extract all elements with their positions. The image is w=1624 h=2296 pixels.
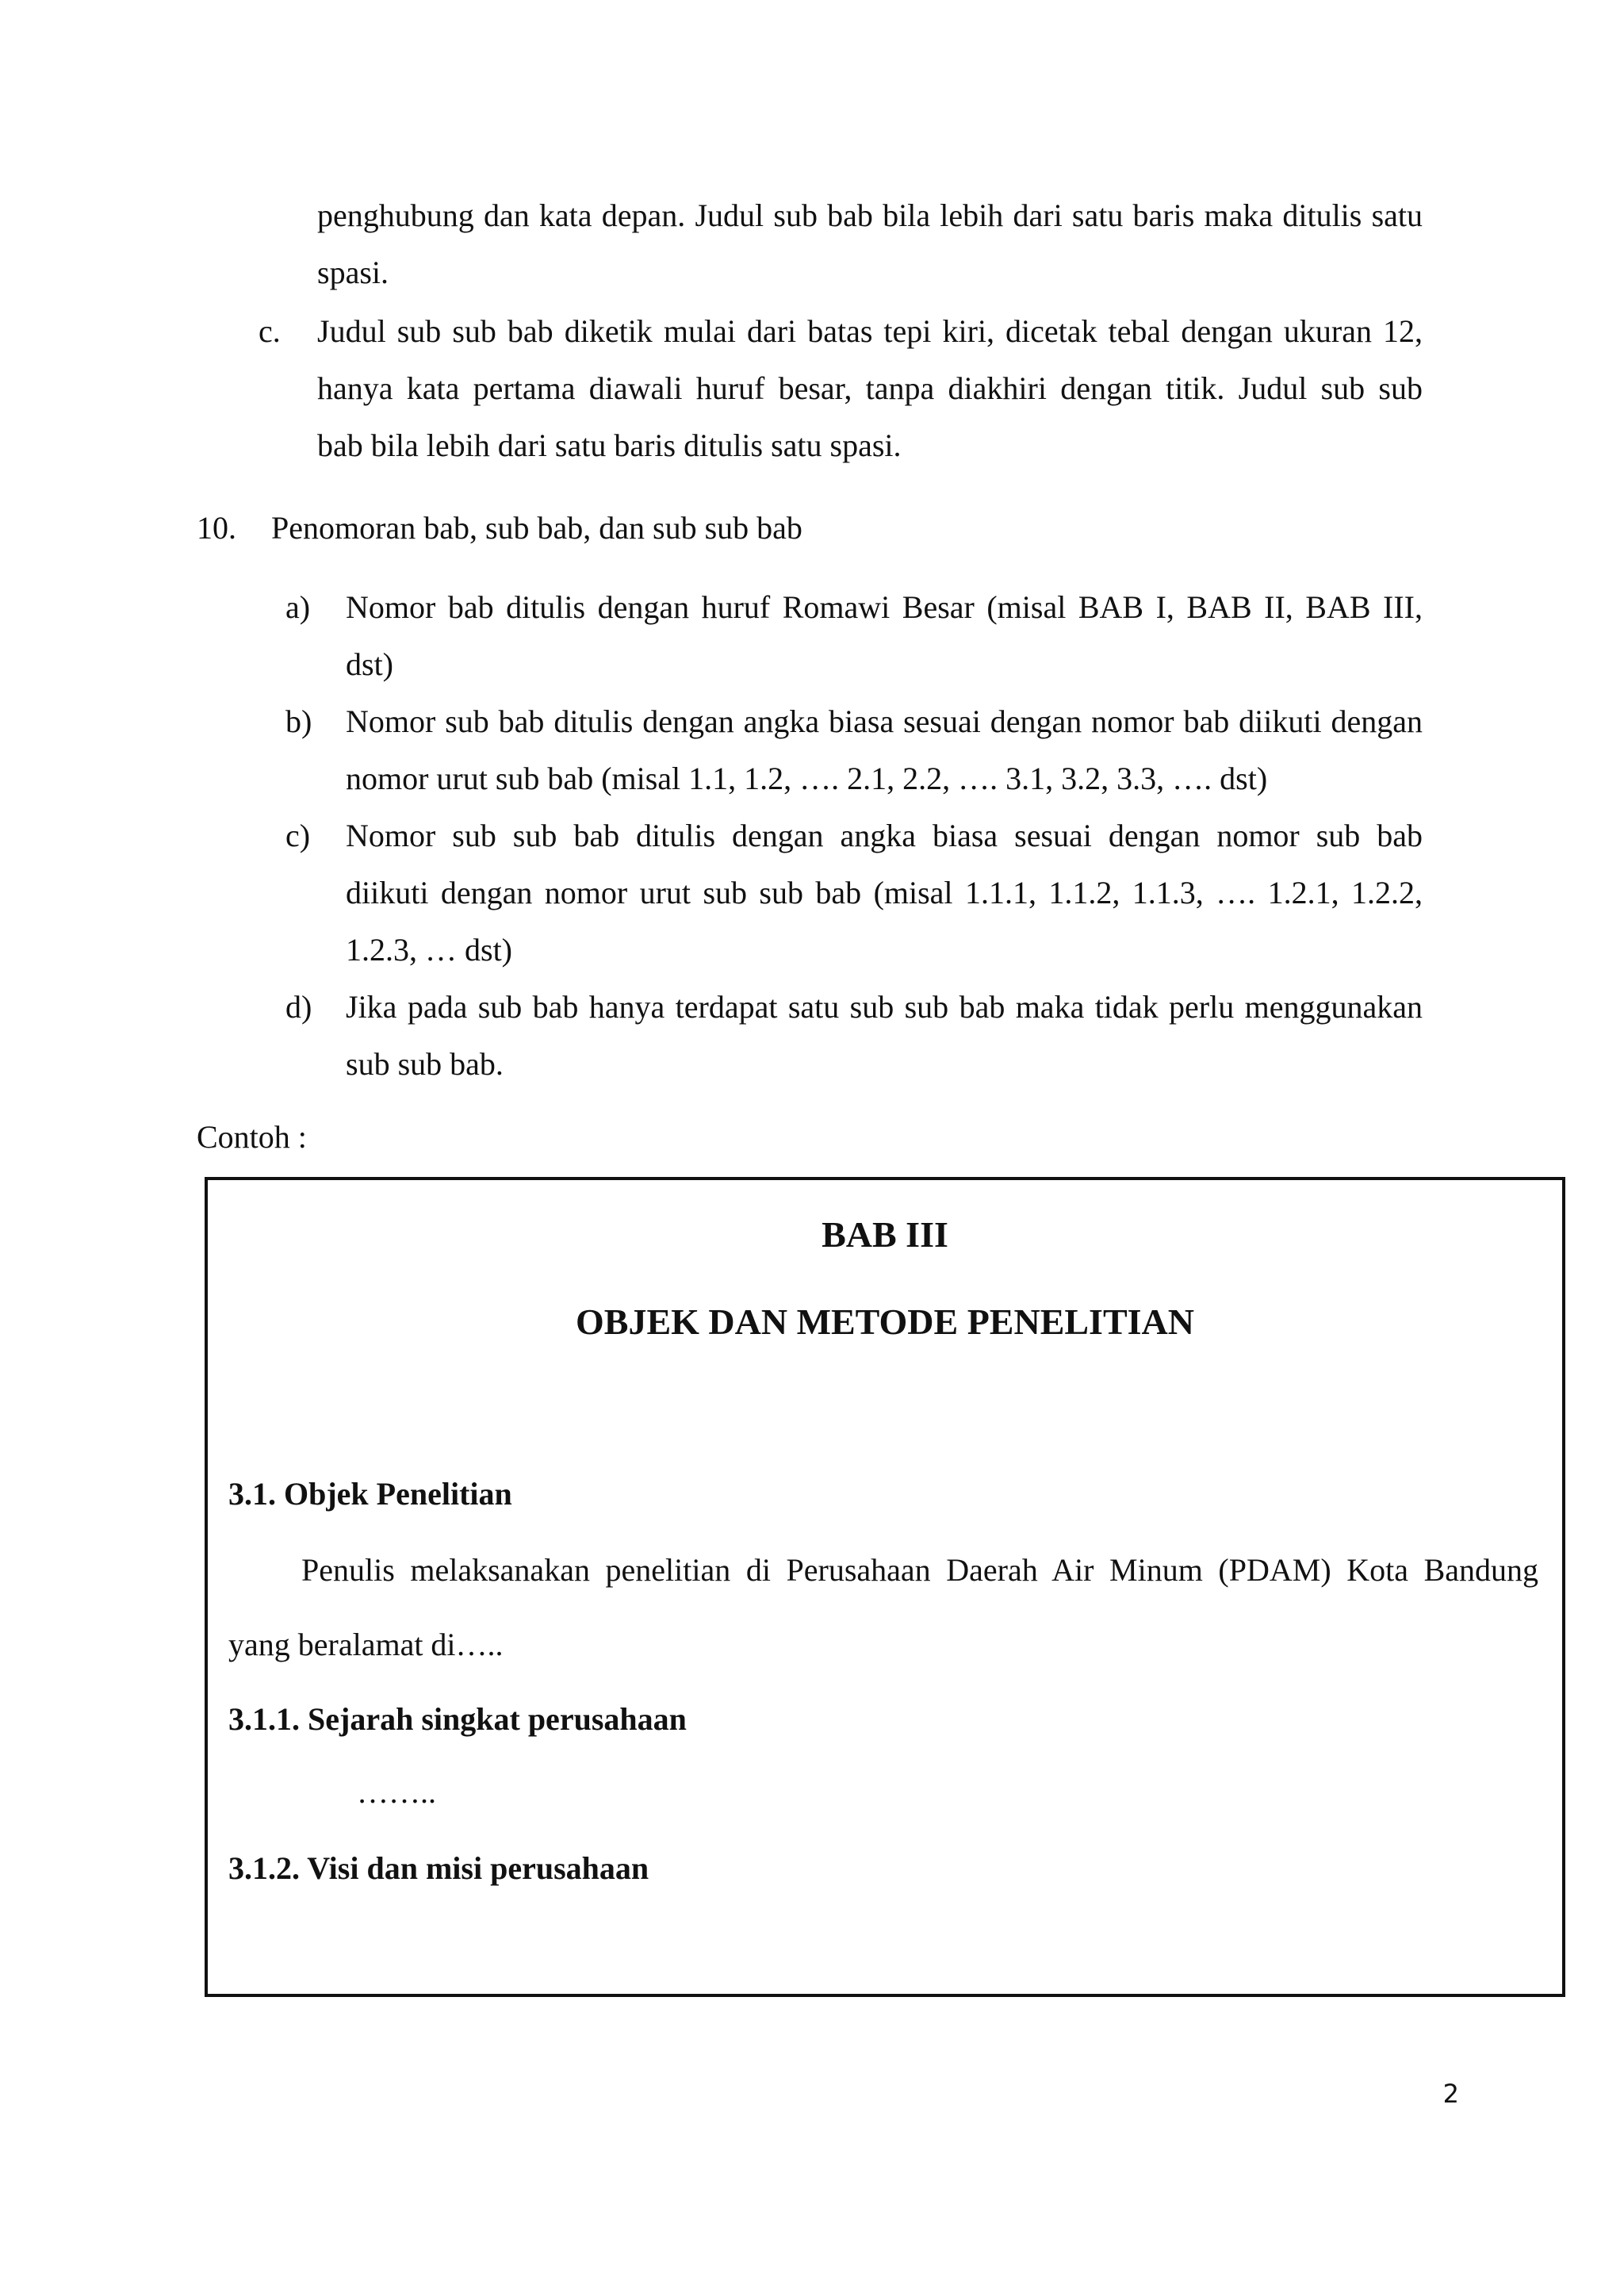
- item-c-marker: c.: [259, 313, 281, 349]
- example-heading-3-1-2: 3.1.2. Visi dan misi perusahaan: [228, 1850, 649, 1886]
- example-paragraph-line-2: yang beralamat di…..: [228, 1627, 504, 1662]
- list-item-d-line-1: Jika pada sub bab hanya terdapat satu sub sub bab maka tidak perlu menggunakan: [346, 989, 1423, 1025]
- example-ellipsis: ……..: [357, 1774, 436, 1810]
- example-paragraph-line-1: Penulis melaksanakan penelitian di Perusahaan Daerah Air Minum (PDAM) Kota Bandung: [301, 1552, 1538, 1588]
- example-box: [205, 1177, 1565, 1997]
- list-item-c-marker: c): [285, 818, 311, 853]
- example-chapter-title: OBJEK DAN METODE PENELITIAN: [575, 1301, 1194, 1342]
- example-heading-3-1: 3.1. Objek Penelitian: [228, 1476, 512, 1512]
- example-heading-3-1-1: 3.1.1. Sejarah singkat perusahaan: [228, 1701, 687, 1737]
- item-b-continuation-line-2: spasi.: [317, 255, 389, 290]
- list-item-c-line-1: Nomor sub sub bab ditulis dengan angka biasa sesuai dengan nomor sub bab: [346, 818, 1423, 853]
- list-item-d-marker: d): [285, 989, 312, 1025]
- list-item-c-line-2: diikuti dengan nomor urut sub sub bab (misal 1.1.1, 1.1.2, 1.1.3, …. 1.2.1, 1.2.2,: [346, 875, 1423, 910]
- page-number: 2: [1442, 2079, 1459, 2109]
- example-chapter-number: BAB III: [822, 1214, 948, 1255]
- item-c-line-3: bab bila lebih dari satu baris ditulis satu spasi.: [317, 427, 902, 463]
- list-item-a-line-1: Nomor bab ditulis dengan huruf Romawi Besar (misal BAB I, BAB II, BAB III,: [346, 589, 1423, 625]
- list-item-a-line-2: dst): [346, 646, 393, 682]
- list-item-b-marker: b): [285, 703, 312, 739]
- list-item-a-marker: a): [285, 589, 311, 625]
- list-item-d-line-2: sub sub bab.: [346, 1046, 504, 1082]
- section-10-number: 10.: [197, 510, 236, 546]
- example-label: Contoh :: [197, 1119, 307, 1155]
- list-item-b-line-1: Nomor sub bab ditulis dengan angka biasa sesuai dengan nomor bab diikuti dengan: [346, 703, 1423, 739]
- list-item-b-line-2: nomor urut sub bab (misal 1.1, 1.2, …. 2.1, 2.2, …. 3.1, 3.2, 3.3, …. dst): [346, 761, 1268, 796]
- item-b-continuation-line-1: penghubung dan kata depan. Judul sub bab bila lebih dari satu baris maka ditulis satu: [317, 197, 1423, 233]
- section-10-title: Penomoran bab, sub bab, dan sub sub bab: [271, 510, 802, 546]
- list-item-c-line-3: 1.2.3, … dst): [346, 932, 512, 968]
- item-c-line-2: hanya kata pertama diawali huruf besar, tanpa diakhiri dengan titik. Judul sub sub: [317, 370, 1423, 406]
- item-c-line-1: Judul sub sub bab diketik mulai dari batas tepi kiri, dicetak tebal dengan ukuran 12,: [317, 313, 1423, 349]
